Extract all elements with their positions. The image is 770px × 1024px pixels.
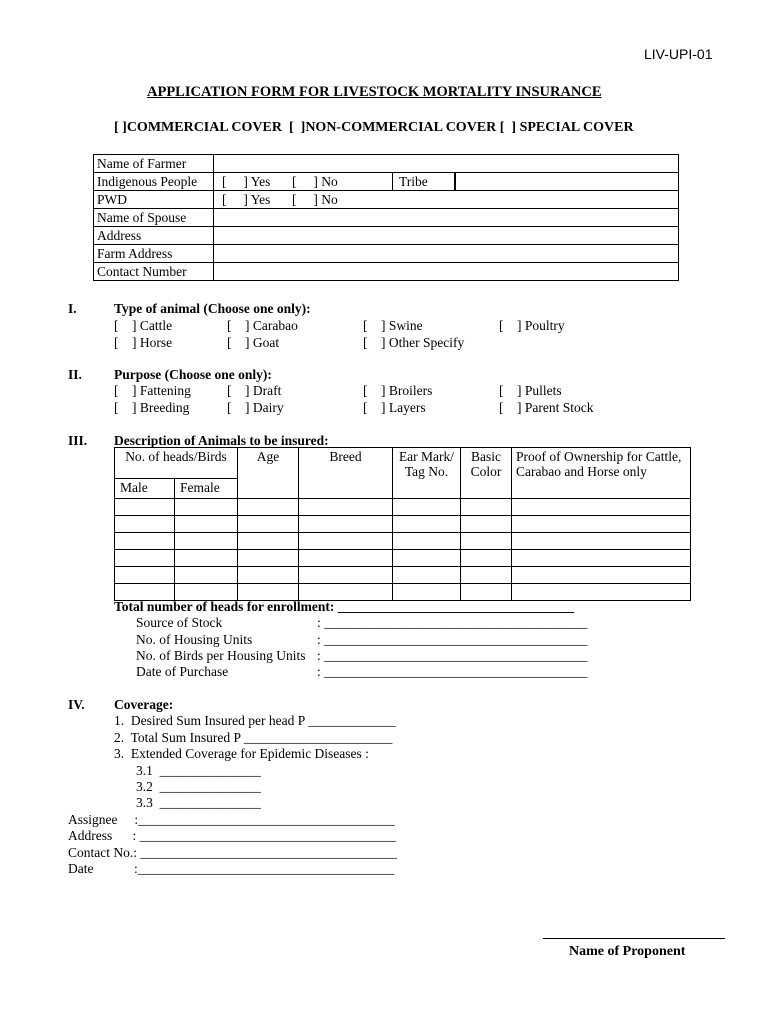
option-fattening[interactable]: [ ] Fattening	[114, 383, 191, 398]
extended-coverage-label: 3. Extended Coverage for Epidemic Diseases :	[114, 746, 369, 761]
farmer-info-table	[93, 154, 679, 281]
section-3-title: Description of Animals to be insured:	[114, 433, 329, 448]
contact-number-field[interactable]	[214, 263, 679, 281]
table-row	[115, 567, 691, 584]
ip-yes-option[interactable]: [ ] Yes	[222, 174, 271, 189]
option-goat[interactable]: [ ] Goat	[227, 335, 280, 350]
tribe-field[interactable]	[456, 173, 679, 191]
table-row	[115, 499, 691, 516]
indigenous-people-label: Indigenous People	[94, 173, 214, 191]
animal-description-table	[114, 447, 691, 601]
assignee-field[interactable]: Assignee :______________________________________	[68, 812, 395, 827]
total-heads-line[interactable]: Total number of heads for enrollment: ___________________________________	[114, 599, 575, 614]
table-row	[115, 584, 691, 601]
col-male: Male	[115, 479, 175, 499]
tribe-label: Tribe	[393, 173, 455, 191]
option-pullets[interactable]: [ ] Pullets	[499, 383, 562, 398]
table-row	[115, 550, 691, 567]
farm-address-field[interactable]	[214, 245, 679, 263]
contact-number-label: Contact Number	[94, 263, 214, 281]
address-label: Address	[94, 227, 214, 245]
section-2-number: II.	[68, 367, 82, 382]
col-proof-line1: Proof of Ownership for Cattle,	[516, 449, 682, 464]
col-heads-birds: No. of heads/Birds	[115, 448, 238, 479]
pwd-options[interactable]	[214, 191, 679, 209]
name-of-farmer-label: Name of Farmer	[94, 155, 214, 173]
option-parent-stock[interactable]: [ ] Parent Stock	[499, 400, 594, 415]
birds-per-unit-field[interactable]: : _______________________________________	[317, 648, 588, 663]
desired-sum-insured[interactable]: 1. Desired Sum Insured per head P _____________	[114, 713, 396, 728]
cover-options[interactable]: [ ]COMMERCIAL COVER [ ]NON-COMMERCIAL COVER [ ] SPECIAL COVER	[114, 120, 634, 135]
col-basic-color-line1: Basic	[471, 449, 501, 464]
option-broilers[interactable]: [ ] Broilers	[363, 383, 433, 398]
housing-units-field[interactable]: : _______________________________________	[317, 632, 588, 647]
date-of-purchase-label: Date of Purchase	[136, 664, 229, 679]
extended-coverage-3-3[interactable]: 3.3 _______________	[136, 795, 261, 810]
extended-coverage-3-1[interactable]: 3.1 _______________	[136, 763, 261, 778]
name-of-proponent-label: Name of Proponent	[569, 944, 686, 959]
option-draft[interactable]: [ ] Draft	[227, 383, 282, 398]
section-1-title: Type of animal (Choose one only):	[114, 301, 311, 316]
section-3-number: III.	[68, 433, 88, 448]
section-4-title: Coverage:	[114, 697, 174, 712]
col-proof-ownership	[512, 448, 691, 499]
spouse-label: Name of Spouse	[94, 209, 214, 227]
date-of-purchase-field[interactable]: : _______________________________________	[317, 664, 588, 679]
form-title: APPLICATION FORM FOR LIVESTOCK MORTALITY INSURANCE	[147, 84, 602, 100]
document-code: LIV-UPI-01	[644, 46, 713, 62]
farm-address-label: Farm Address	[94, 245, 214, 263]
option-dairy[interactable]: [ ] Dairy	[227, 400, 284, 415]
address-field[interactable]	[214, 227, 679, 245]
option-horse[interactable]: [ ] Horse	[114, 335, 173, 350]
total-sum-insured[interactable]: 2. Total Sum Insured P ______________________	[114, 730, 393, 745]
assignee-contact-field[interactable]: Contact No.: ______________________________________	[68, 845, 397, 860]
col-basic-color-line2: Color	[470, 464, 502, 479]
signature-line[interactable]	[543, 938, 725, 939]
extended-coverage-3-2[interactable]: 3.2 _______________	[136, 779, 261, 794]
source-of-stock-field[interactable]: : _______________________________________	[317, 615, 588, 630]
option-carabao[interactable]: [ ] Carabao	[227, 318, 298, 333]
table-row	[115, 533, 691, 550]
col-breed: Breed	[299, 448, 393, 499]
col-ear-mark-line1: Ear Mark/	[398, 449, 455, 464]
option-layers[interactable]: [ ] Layers	[363, 400, 426, 415]
assignee-address-field[interactable]: Address : ______________________________________	[68, 828, 397, 843]
section-2-title: Purpose (Choose one only):	[114, 367, 272, 382]
indigenous-people-options[interactable]	[214, 173, 393, 191]
col-ear-mark	[393, 448, 461, 499]
col-age: Age	[238, 448, 299, 499]
ip-no-option[interactable]: [ ] No	[292, 174, 338, 189]
assignee-date-field[interactable]: Date :______________________________________	[68, 861, 395, 876]
pwd-label: PWD	[94, 191, 214, 209]
source-of-stock-label: Source of Stock	[136, 615, 223, 630]
section-1-number: I.	[68, 301, 77, 316]
pwd-no-option[interactable]: [ ] No	[292, 192, 338, 207]
col-proof-line2: Carabao and Horse only	[516, 464, 647, 479]
housing-units-label: No. of Housing Units	[136, 632, 253, 647]
col-ear-mark-line2: Tag No.	[404, 464, 449, 479]
col-basic-color	[461, 448, 512, 499]
option-poultry[interactable]: [ ] Poultry	[499, 318, 565, 333]
pwd-yes-option[interactable]: [ ] Yes	[222, 192, 271, 207]
spouse-field[interactable]	[214, 209, 679, 227]
birds-per-unit-label: No. of Birds per Housing Units	[136, 648, 306, 663]
col-female: Female	[175, 479, 238, 499]
table-row	[115, 516, 691, 533]
option-other-specify[interactable]: [ ] Other Specify	[363, 335, 465, 350]
option-cattle[interactable]: [ ] Cattle	[114, 318, 173, 333]
name-of-farmer-field[interactable]	[214, 155, 679, 173]
option-swine[interactable]: [ ] Swine	[363, 318, 423, 333]
option-breeding[interactable]: [ ] Breeding	[114, 400, 190, 415]
section-4-number: IV.	[68, 697, 85, 712]
